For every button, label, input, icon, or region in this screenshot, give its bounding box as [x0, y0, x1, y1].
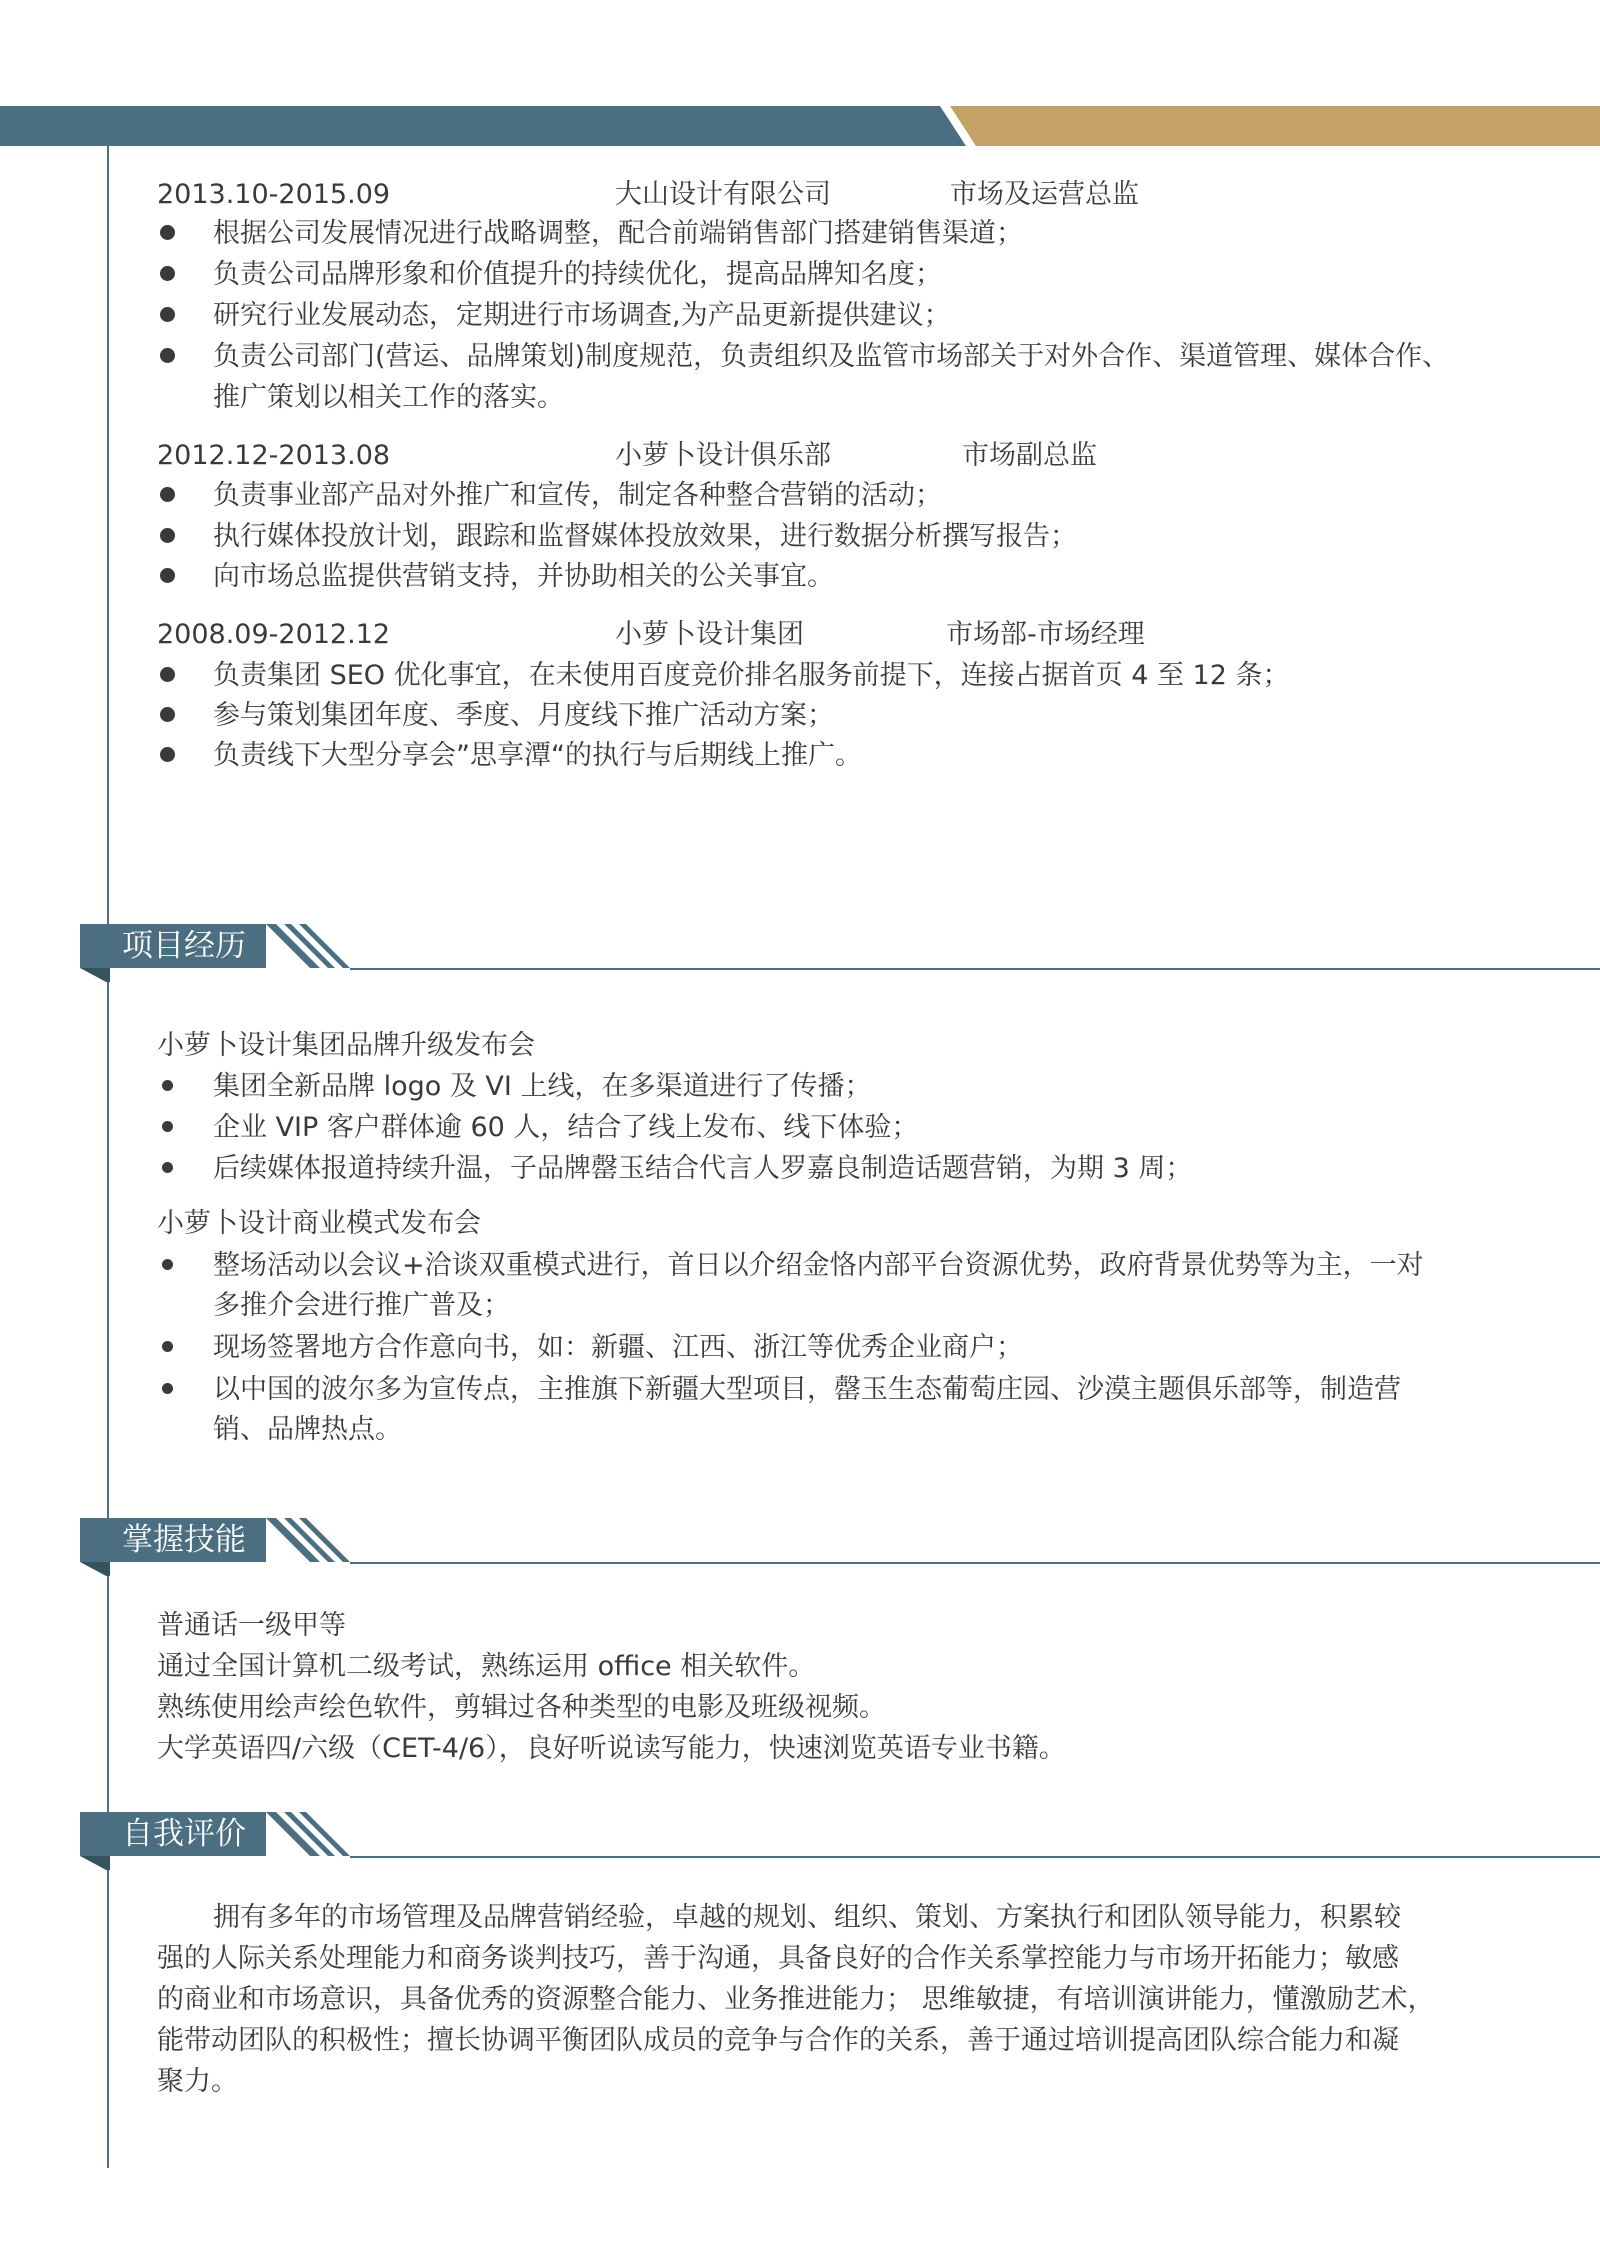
bullet-dot: [162, 1383, 173, 1394]
bullet-dot: [160, 707, 175, 722]
project-bullet: 集团全新品牌 logo 及 VI 上线，在多渠道进行了传播；: [213, 1071, 872, 1102]
self-eval-line: 能带动团队的积极性；擅长协调平衡团队成员的竞争与合作的关系，善于通过培训提高团队综合能力和凝: [157, 2025, 1399, 2056]
work-bullet: 执行媒体投放计划，跟踪和监督媒体投放效果，进行数据分析撰写报告；: [213, 521, 1077, 552]
header-bar-gold: [950, 106, 1600, 146]
bullet-dot: [162, 1341, 173, 1352]
work-position: 市场副总监: [962, 440, 1097, 471]
bullet-dot: [162, 1121, 173, 1132]
project-bullet: 以中国的波尔多为宣传点，主推旗下新疆大型项目，罄玉生态葡萄庄园、沙漠主题俱乐部等，制造营: [213, 1374, 1401, 1405]
skill-line: 大学英语四/六级（CET-4/6），良好听说读写能力，快速浏览英语专业书籍。: [157, 1733, 1066, 1764]
work-company: 小萝卜设计俱乐部: [615, 440, 831, 471]
skill-line: 通过全国计算机二级考试，熟练运用 office 相关软件。: [157, 1651, 816, 1682]
project-bullet: 企业 VIP 客户群体逾 60 人，结合了线上发布、线下体验；: [213, 1112, 919, 1143]
work-bullet: 根据公司发展情况进行战略调整，配合前端销售部门搭建销售渠道；: [213, 218, 1023, 249]
section-rule: [350, 1856, 1600, 1858]
work-bullet: 负责公司部门(营运、品牌策划)制度规范，负责组织及监管市场部关于对外合作、渠道管理、媒体合作、: [213, 341, 1450, 372]
bullet-dot: [160, 747, 175, 762]
section-header-projects: [80, 924, 1520, 974]
section-title: 自我评价: [122, 1816, 246, 1852]
work-bullet: 负责事业部产品对外推广和宣传，制定各种整合营销的活动；: [213, 480, 942, 511]
section-rule: [350, 1562, 1600, 1564]
project-name: 小萝卜设计商业模式发布会: [157, 1208, 481, 1239]
bullet-dot: [160, 348, 175, 363]
project-name: 小萝卜设计集团品牌升级发布会: [157, 1030, 535, 1061]
self-eval-line: 强的人际关系处理能力和商务谈判技巧，善于沟通，具备良好的合作关系掌控能力与市场开拓能力；敏感: [157, 1943, 1399, 1974]
bullet-dot: [162, 1162, 173, 1173]
work-date: 2012.12-2013.08: [157, 440, 391, 471]
section-title: 掌握技能: [122, 1522, 246, 1558]
work-bullet: 负责线下大型分享会”思享潭“的执行与后期线上推广。: [213, 740, 862, 771]
work-bullet: 负责公司品牌形象和价值提升的持续优化，提高品牌知名度；: [213, 259, 942, 290]
bullet-dot: [162, 1080, 173, 1091]
project-bullet: 后续媒体报道持续升温，子品牌罄玉结合代言人罗嘉良制造话题营销，为期 3 周；: [213, 1153, 1193, 1184]
work-bullet-continuation: 推广策划以相关工作的落实。: [213, 382, 564, 413]
self-eval-line: 拥有多年的市场管理及品牌营销经验，卓越的规划、组织、策划、方案执行和团队领导能力，积累较: [213, 1902, 1401, 1933]
work-bullet: 研究行业发展动态，定期进行市场调查,为产品更新提供建议；: [213, 300, 951, 331]
skill-line: 熟练使用绘声绘色软件，剪辑过各种类型的电影及班级视频。: [157, 1692, 886, 1723]
bullet-dot: [160, 667, 175, 682]
bullet-dot: [160, 266, 175, 281]
section-header-skills: [80, 1518, 1520, 1568]
bullet-dot: [160, 307, 175, 322]
bullet-dot: [160, 225, 175, 240]
bullet-dot: [160, 528, 175, 543]
work-bullet: 参与策划集团年度、季度、月度线下推广活动方案；: [213, 700, 834, 731]
work-company: 小萝卜设计集团: [615, 619, 804, 650]
section-rule: [350, 968, 1600, 970]
self-eval-line: 的商业和市场意识，具备优秀的资源整合能力、业务推进能力； 思维敏捷，有培训演讲能力，懂激励艺术，: [157, 1984, 1435, 2015]
header-bar-blue: [0, 106, 966, 146]
work-date: 2008.09-2012.12: [157, 619, 391, 650]
work-position: 市场及运营总监: [950, 179, 1139, 210]
project-bullet: 现场签署地方合作意向书，如：新疆、江西、浙江等优秀企业商户；: [213, 1332, 1023, 1363]
project-bullet-continuation: 销、品牌热点。: [213, 1414, 402, 1445]
project-bullet: 整场活动以会议+洽谈双重模式进行，首日以介绍金恪内部平台资源优势，政府背景优势等为主，一对: [213, 1250, 1424, 1281]
project-bullet-continuation: 多推介会进行推广普及；: [213, 1290, 510, 1321]
bullet-dot: [160, 487, 175, 502]
skill-line: 普通话一级甲等: [157, 1610, 346, 1641]
bullet-dot: [160, 568, 175, 583]
self-eval-line: 聚力。: [157, 2066, 238, 2097]
section-header-self-eval: [80, 1812, 1520, 1862]
header-decor-bar: [0, 106, 1600, 148]
bullet-dot: [162, 1259, 173, 1270]
work-position: 市场部-市场经理: [946, 619, 1145, 650]
work-bullet: 负责集团 SEO 优化事宜，在未使用百度竞价排名服务前提下，连接占据首页 4 至 12 条；: [213, 660, 1290, 691]
section-title: 项目经历: [122, 928, 246, 964]
work-date: 2013.10-2015.09: [157, 179, 391, 210]
work-company: 大山设计有限公司: [615, 179, 831, 210]
work-bullet: 向市场总监提供营销支持，并协助相关的公关事宜。: [213, 561, 834, 592]
